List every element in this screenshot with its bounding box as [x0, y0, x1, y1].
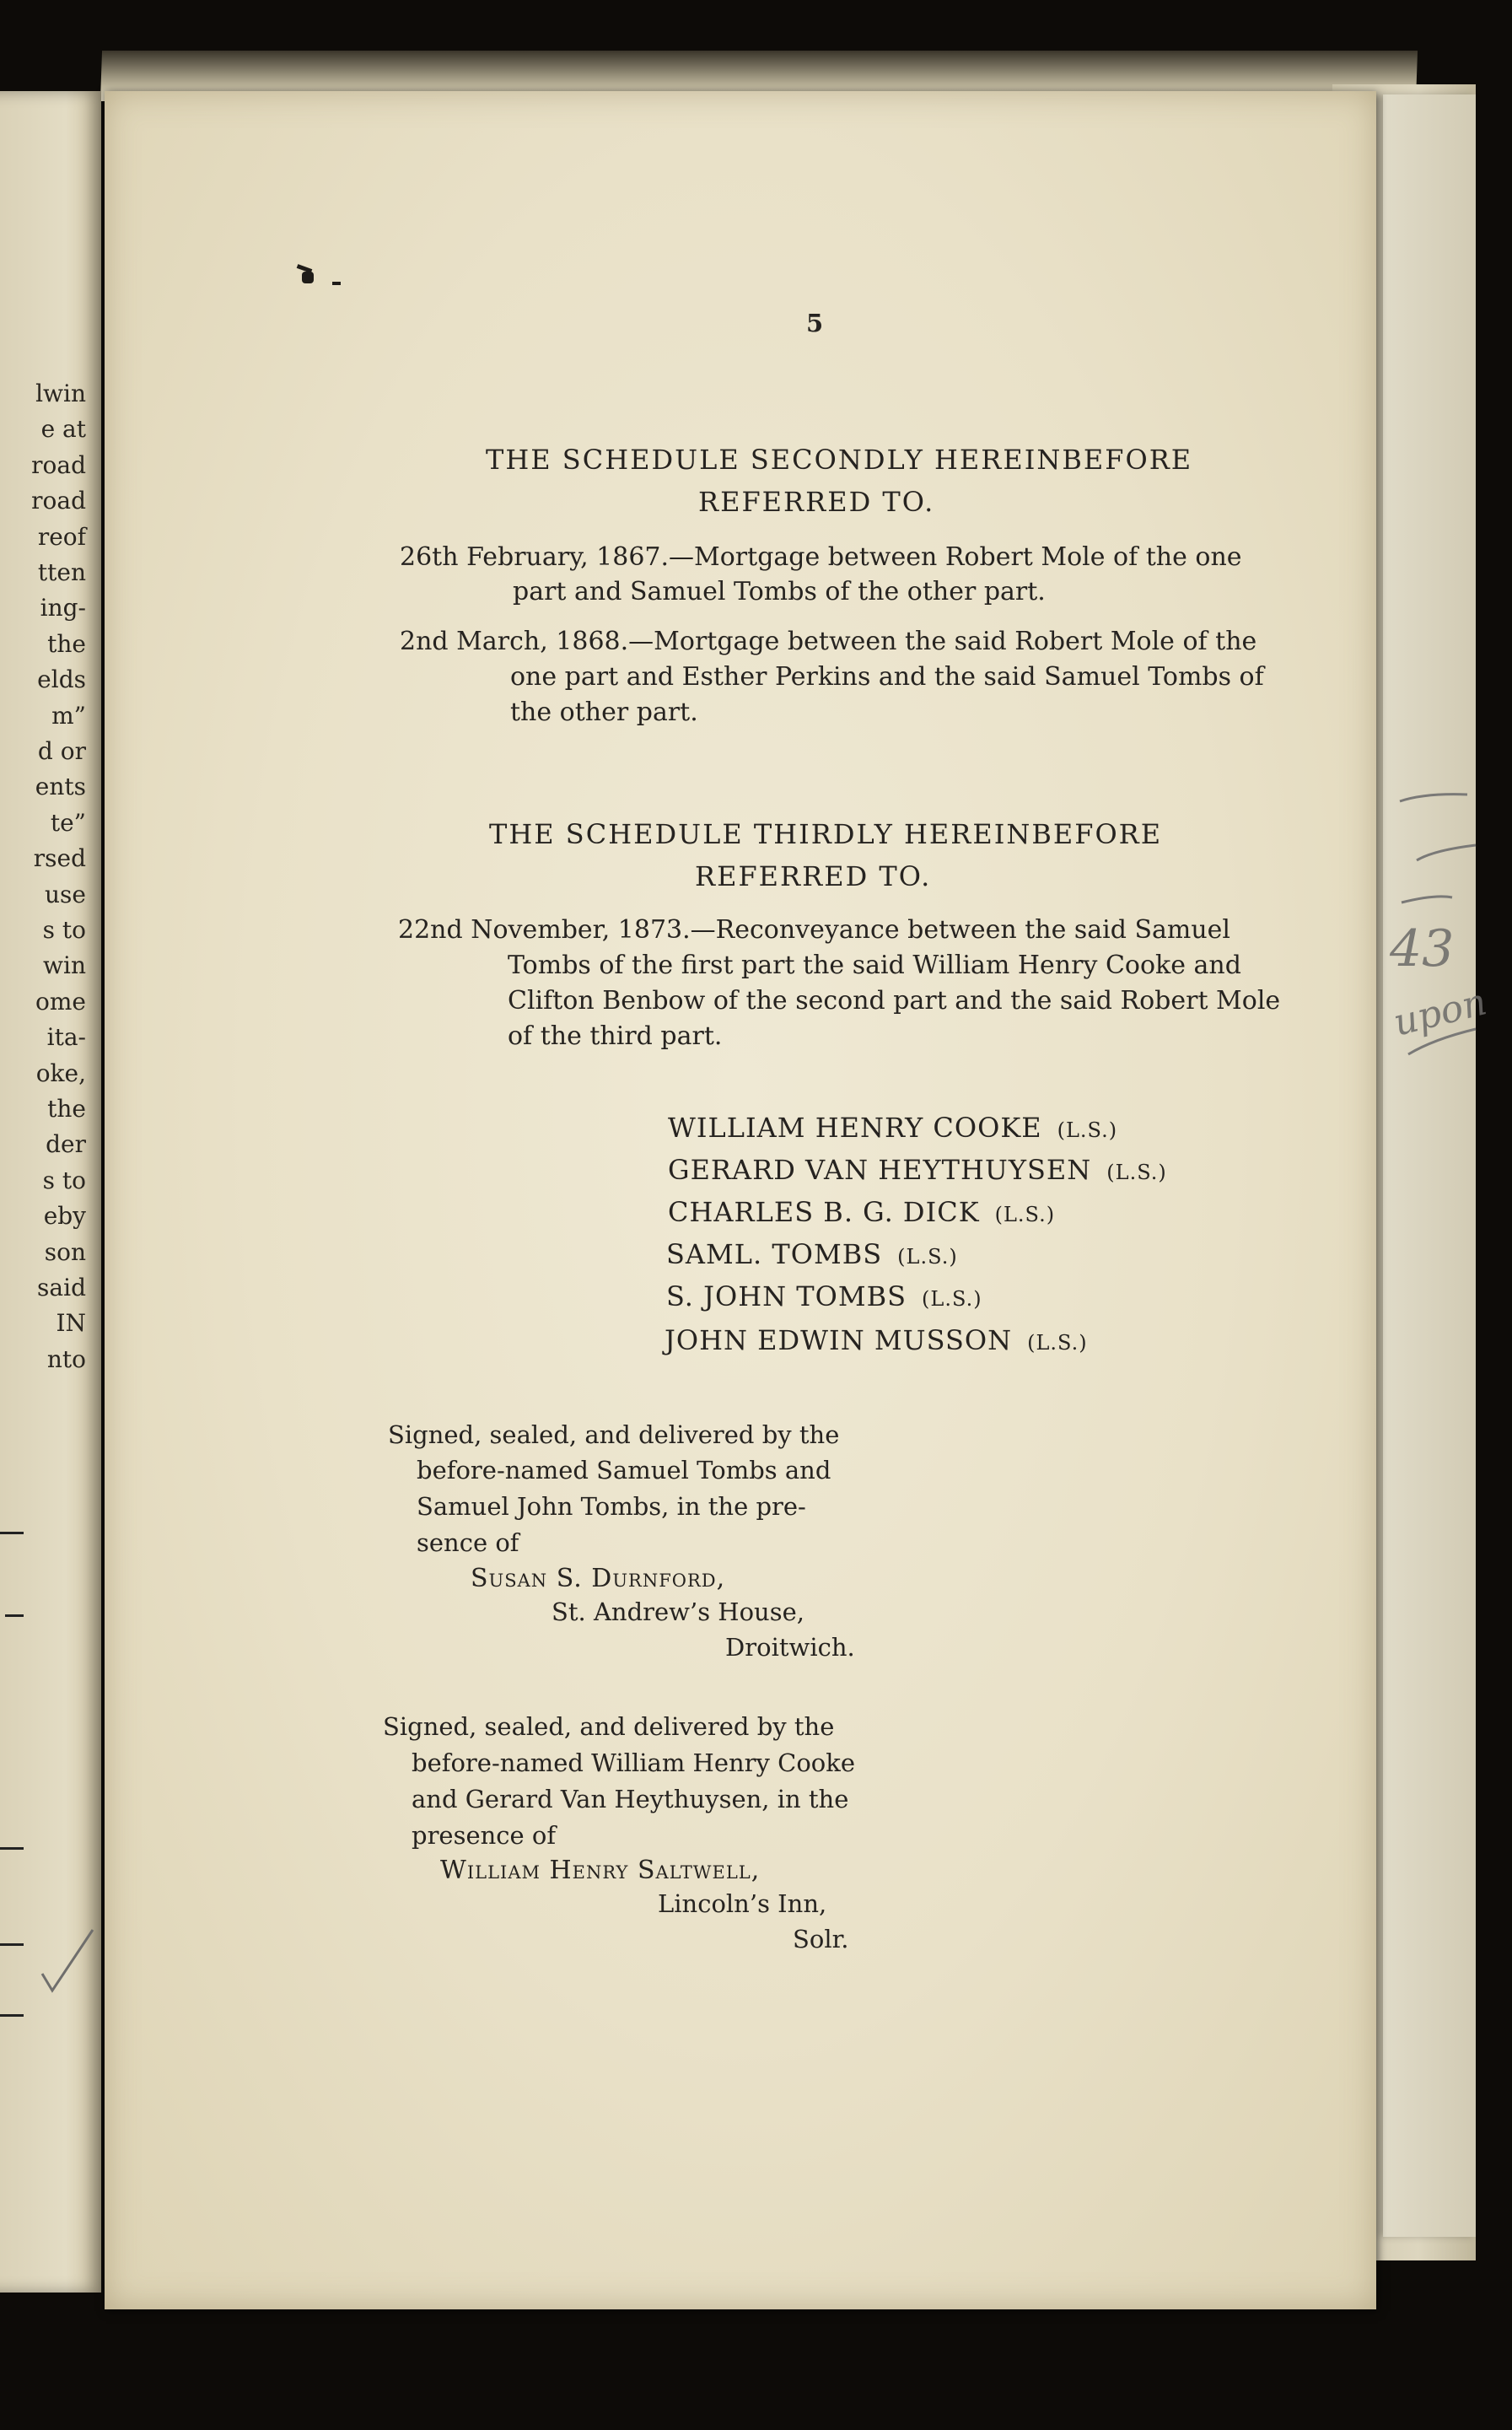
- signatory-row: [665, 1324, 1088, 1356]
- schedule-three-entry-line-3: Clifton Benbow of the second part and the said Robert Mole: [508, 986, 1281, 1016]
- signatory-name: SAML. TOMBS: [666, 1238, 883, 1270]
- previous-page-text-fragment: ita-: [46, 1023, 86, 1052]
- schedule-two-subheading: REFERRED TO.: [698, 486, 935, 518]
- signatory-name: WILLIAM HENRY COOKE: [668, 1112, 1042, 1144]
- attestation-1-line-3: Samuel John Tombs, in the pre-: [417, 1492, 806, 1521]
- schedule-two-entry-1-line-1: 26th February, 1867.—Mortgage between Robert Mole of the one: [400, 542, 1242, 572]
- page-number: 5: [806, 309, 824, 337]
- rule-mark: [0, 2014, 24, 2017]
- schedule-two-entry-2-line-2: one part and Esther Perkins and the said Samuel Tombs of: [510, 662, 1264, 692]
- previous-page-text-fragment: win: [43, 951, 86, 980]
- seal-mark: (L.S.): [922, 1287, 982, 1311]
- previous-page-text-fragment: the: [47, 1095, 86, 1123]
- attestation-1-witness-name: Susan S. Durnford,: [471, 1564, 726, 1593]
- previous-page-text-fragment: s to: [42, 916, 86, 944]
- schedule-two-entry-1-line-2: part and Samuel Tombs of the other part.: [513, 577, 1046, 606]
- attestation-2-line-4: presence of: [412, 1821, 557, 1850]
- attestation-2-line-3: and Gerard Van Heythuysen, in the: [412, 1785, 849, 1813]
- previous-page-text-fragment: the: [47, 629, 86, 658]
- schedule-three-entry-line-1: 22nd November, 1873.—Reconveyance between the said Samuel: [398, 915, 1231, 945]
- seal-mark: (L.S.): [1027, 1331, 1088, 1355]
- page-stack-right-edge-inner: [1383, 94, 1476, 2237]
- margin-check-mark: [34, 1923, 101, 2007]
- seal-mark: (L.S.): [897, 1245, 958, 1269]
- document-page: [105, 91, 1376, 2309]
- previous-page-text-fragment: road: [31, 487, 86, 515]
- attestation-1-line-1: Signed, sealed, and delivered by the: [388, 1420, 840, 1449]
- previous-page-text-fragment: road: [31, 450, 86, 479]
- rule-mark: [0, 1532, 24, 1534]
- signatory-name: JOHN EDWIN MUSSON: [665, 1324, 1013, 1356]
- attestation-2-line-1: Signed, sealed, and delivered by the: [383, 1712, 835, 1741]
- schedule-three-entry-line-2: Tombs of the first part the said William Henry Cooke and: [508, 951, 1241, 980]
- previous-page-text-fragment: te”: [50, 808, 86, 837]
- previous-page-text-fragment: IN: [56, 1309, 86, 1338]
- signatory-row: [666, 1280, 982, 1312]
- rule-mark: [0, 1847, 24, 1850]
- previous-page-text-fragment: m”: [51, 701, 86, 730]
- previous-page-text-fragment: nto: [46, 1344, 86, 1373]
- previous-page-text-fragment: tten: [37, 558, 86, 586]
- ink-speck: [332, 282, 341, 285]
- attestation-1-line-2: before-named Samuel Tombs and: [417, 1456, 831, 1484]
- rule-mark: [5, 1614, 24, 1617]
- margin-pencil-scribbles: [1383, 776, 1484, 1113]
- previous-page-text-fragment: elds: [37, 665, 86, 694]
- attestation-1-witness-address-1: St. Andrew’s House,: [552, 1598, 804, 1626]
- signatory-name: GERARD VAN HEYTHUYSEN: [668, 1154, 1092, 1186]
- rule-mark: [0, 1943, 24, 1946]
- signatory-row: [668, 1154, 1167, 1186]
- signatory-row: [668, 1112, 1117, 1144]
- seal-mark: (L.S.): [1106, 1161, 1167, 1184]
- signatory-name: CHARLES B. G. DICK: [668, 1196, 980, 1228]
- attestation-2-witness-name: William Henry Saltwell,: [440, 1856, 761, 1885]
- previous-page-text-fragment: oke,: [35, 1059, 86, 1087]
- previous-page-text-fragment: der: [46, 1130, 86, 1159]
- seal-mark: (L.S.): [1057, 1118, 1118, 1142]
- seal-mark: (L.S.): [994, 1203, 1056, 1226]
- previous-page-text-fragment: ome: [35, 987, 86, 1016]
- schedule-three-heading: THE SCHEDULE THIRDLY HEREINBEFORE: [489, 818, 1163, 850]
- previous-page-text-fragment: lwin: [35, 380, 86, 407]
- schedule-three-entry-line-4: of the third part.: [508, 1021, 723, 1051]
- signatory-name: S. JOHN TOMBS: [666, 1280, 907, 1312]
- margin-pencil-note: upon: [1389, 980, 1491, 1045]
- schedule-three-subheading: REFERRED TO.: [695, 860, 932, 892]
- previous-page-text-fragment: rsed: [33, 844, 86, 873]
- attestation-2-witness-address-2: Solr.: [793, 1925, 849, 1953]
- previous-page-text-fragment: said: [37, 1274, 86, 1301]
- schedule-two-heading: THE SCHEDULE SECONDLY HEREINBEFORE: [486, 444, 1193, 476]
- previous-page-text-fragment: eby: [43, 1202, 86, 1231]
- margin-pencil-note: 43: [1390, 919, 1455, 978]
- attestation-1-line-4: sence of: [417, 1528, 519, 1557]
- schedule-two-entry-2-line-3: the other part.: [510, 698, 698, 727]
- attestation-2-witness-address-1: Lincoln’s Inn,: [658, 1889, 827, 1918]
- schedule-two-entry-2-line-1: 2nd March, 1868.—Mortgage between the said Robert Mole of the: [400, 627, 1257, 656]
- signatory-row: [668, 1196, 1055, 1228]
- attestation-1-witness-address-2: Droitwich.: [725, 1633, 855, 1662]
- previous-page-text-fragment: son: [44, 1237, 86, 1266]
- previous-page-text-fragment: use: [45, 880, 86, 908]
- previous-page-text-fragment: ents: [35, 773, 86, 801]
- ink-speck: [302, 272, 314, 283]
- attestation-2-line-2: before-named William Henry Cooke: [412, 1748, 855, 1777]
- previous-page-text-fragment: e at: [40, 415, 86, 444]
- previous-page-text-fragment: d or: [37, 737, 86, 765]
- previous-page-text-fragment: reof: [37, 522, 86, 551]
- signatory-row: [666, 1238, 958, 1270]
- previous-page-text-fragment: s to: [42, 1166, 86, 1194]
- previous-page-text-fragment: ing-: [40, 594, 86, 622]
